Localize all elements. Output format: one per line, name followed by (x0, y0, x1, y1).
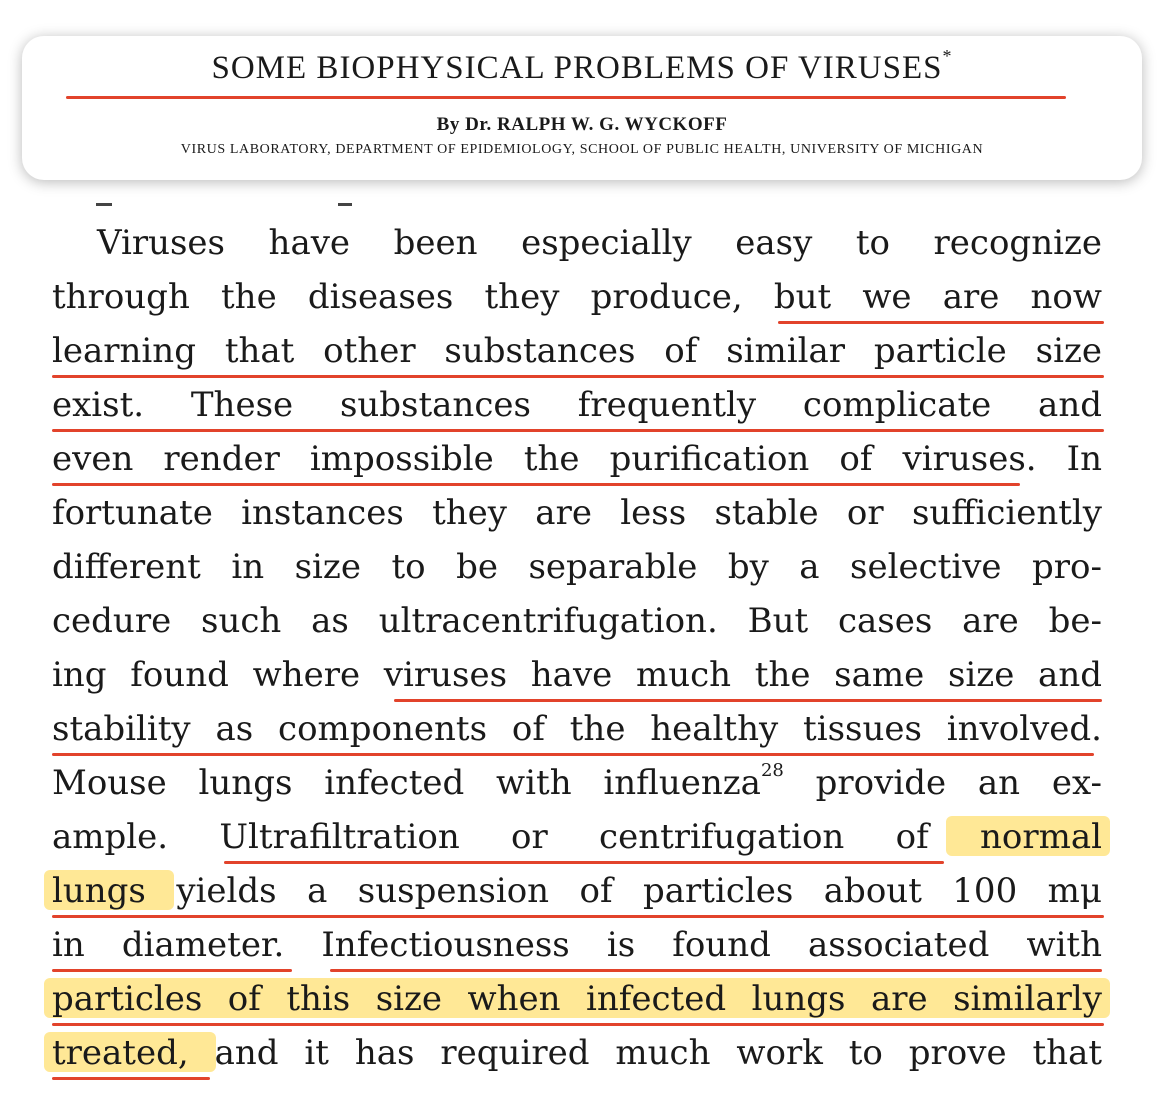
underline-mark (394, 699, 1102, 702)
text-line: fortunate instances they are less stable or sufficiently (52, 493, 1102, 533)
citation-reference: 28 (760, 759, 784, 781)
text-line: ample. Ultrafiltration or centrifugation of normal (52, 817, 1102, 857)
text-line: particles of this size when infected lungs are similarly (52, 979, 1102, 1019)
underline-mark (52, 1077, 210, 1080)
underline-mark (52, 1023, 1104, 1026)
text-line: in diameter. Infectiousness is found associated with (52, 925, 1102, 965)
text-line: stability as components of the healthy tissues involved. (52, 709, 1102, 749)
text-line: exist. These substances frequently complicate and (52, 385, 1102, 425)
text-line-end: provide an ex- (783, 763, 1103, 803)
paper-title-text: SOME BIOPHYSICAL PROBLEMS OF VIRUSES (211, 50, 943, 86)
text-line: different in size to be separable by a selective pro- (52, 547, 1102, 587)
text-line: treated, and it has required much work to prove that (52, 1033, 1102, 1073)
footnote-mark: * (942, 46, 953, 66)
text-line: learning that other substances of similar particle size (52, 331, 1102, 371)
text-line: even render impossible the purification of viruses. In (52, 439, 1102, 479)
underline-mark (52, 915, 1104, 918)
text-line-citation (52, 758, 1102, 808)
underline-mark (52, 969, 292, 972)
underline-mark (224, 861, 944, 864)
text-line-start: Mouse lungs infected with influenza (52, 763, 761, 803)
author-line: By Dr. RALPH W. G. WYCKOFF (436, 114, 728, 135)
underline-mark (52, 753, 1094, 756)
text-line: Viruses have been especially easy to recognize (97, 223, 1102, 263)
text-line: lungs yields a suspension of particles about 100 mμ (52, 871, 1102, 911)
text-line: through the diseases they produce, but we are now (52, 277, 1102, 317)
affiliation-line: VIRUS LABORATORY, DEPARTMENT OF EPIDEMIOLOGY, SCHOOL OF PUBLIC HEALTH, UNIVERSITY OF MICHIGAN (180, 142, 984, 157)
underline-mark (330, 969, 1102, 972)
underline-mark (52, 429, 1104, 432)
text-line: cedure such as ultracentrifugation. But cases are be- (52, 601, 1102, 641)
text-line: ing found where viruses have much the same size and (52, 655, 1102, 695)
underline-mark (778, 321, 1104, 324)
underline-mark (52, 483, 1020, 486)
underline-mark (52, 375, 1104, 378)
